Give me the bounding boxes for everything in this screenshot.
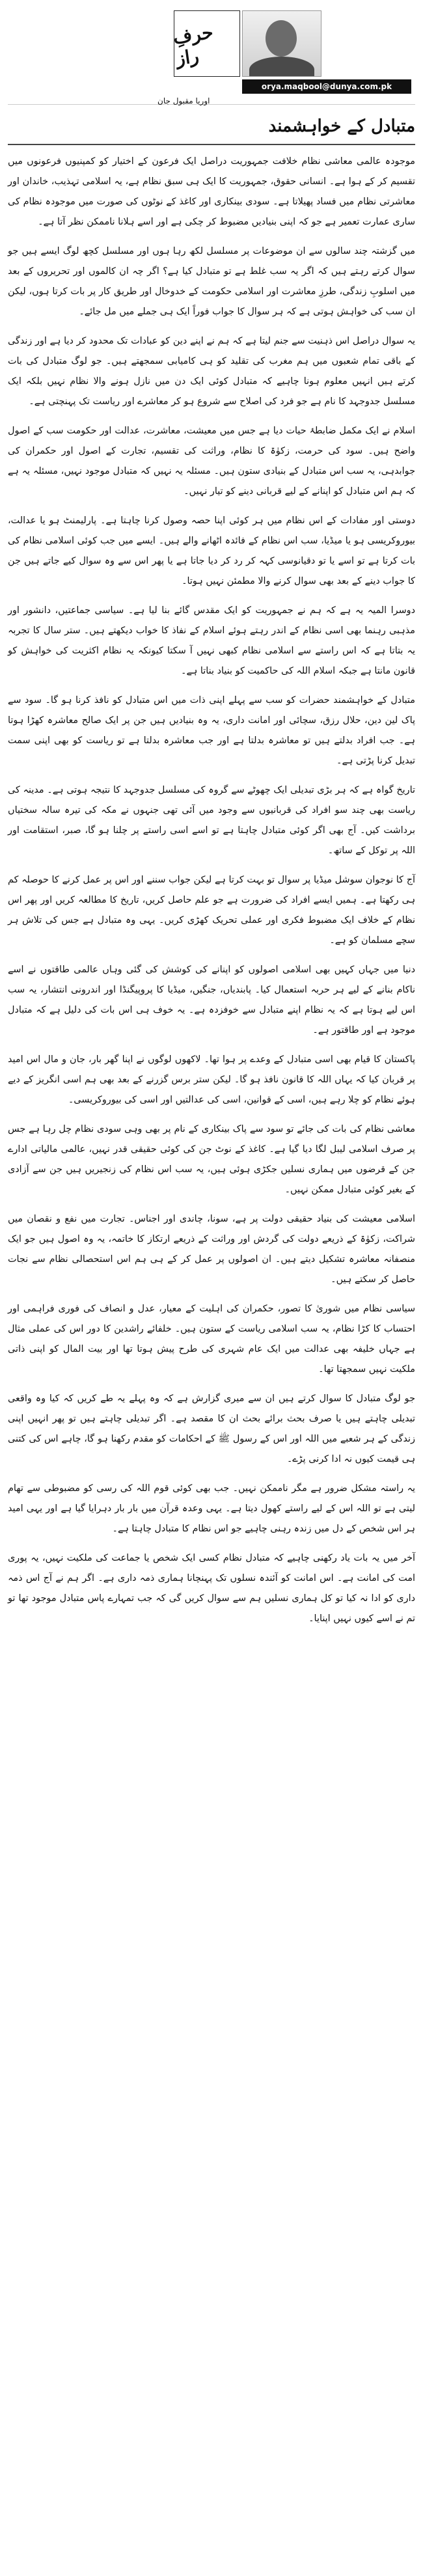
author-email: orya.maqbool@dunya.com.pk — [242, 79, 411, 94]
article-paragraph: اسلام نے ایک مکمل ضابطۂ حیات دیا ہے جس میں معیشت، معاشرت، عدالت اور حکومت سب کے اصول واضح ہیں۔ سود کی حرمت، زکوٰۃ کا نظام، وراثت کی تقسیم، تجارت کے اصول اور حکمران کی جوابدہی، یہ سب اس متبادل کے بنیادی ستون ہیں۔ مسئلہ یہ نہیں کہ متبادل موجود نہیں، مسئلہ یہ ہے کہ ہم اس متبادل کو اپنانے کے لیے قربانی دینے کو تیار نہیں۔ — [8, 426, 415, 497]
author-photo-head — [266, 20, 297, 57]
article-paragraph: پاکستان کا قیام بھی اسی متبادل کے وعدے پر ہوا تھا۔ لاکھوں لوگوں نے اپنا گھر بار، جان و مال اس امید پر قربان کیا کہ یہاں اللہ کا قانون نافذ ہو گا۔ لیکن ستر برس گزرنے کے بعد بھی ہم اسی انگریز کے دیے ہوئے نظام کو چلا رہے ہیں، اسی کے قوانین، اسی کی عدالتیں اور اسی کی بیوروکریسی۔ — [8, 1054, 415, 1105]
article-paragraph: آج کا نوجوان سوشل میڈیا پر سوال تو بہت کرتا ہے لیکن جواب سننے اور اس پر عمل کرنے کا حوصلہ کم ہی رکھتا ہے۔ ہمیں ایسے افراد کی ضرورت ہے جو علم حاصل کریں، تاریخ کا مطالعہ کریں اور پھر اس نظام کے خلاف ایک مضبوط فکری اور عملی تحریک کھڑی کریں۔ یہی وہ متبادل ہے جس کی تلاش ہر سچے مسلمان کو ہے۔ — [8, 875, 415, 946]
article-paragraph: معاشی نظام کی بات کی جائے تو سود سے پاک بینکاری کے نام پر بھی وہی سودی نظام چل رہا ہے جس پر صرف اسلامی لیبل لگا دیا گیا ہے۔ کاغذ کے نوٹ جن کی کوئی حقیقی قدر نہیں، عالمی مالیاتی ادارے جن کے قرضوں میں ہماری نسلیں جکڑی ہوئی ہیں، یہ سب اس نظام کی زنجیریں ہیں جن سے آزادی کے بغیر کوئی متبادل ممکن نہیں۔ — [8, 1124, 415, 1195]
article-paragraph: میں گزشتہ چند سالوں سے ان موضوعات پر مسلسل لکھ رہا ہوں اور مسلسل کچھ لوگ ایسے ہیں جو سوال کرتے رہتے ہیں کہ اگر یہ سب غلط ہے تو متبادل کیا ہے؟ اگر چہ ان کالموں اور تحریروں کے بعد میں اسلوبِ زندگی، طرزِ معاشرت اور اسلامی حکومت کے خدوخال اور طریق کار پر بات کرتا ہوں، لیکن ان سب کی خواہش ہوتی ہے کہ ہر سوال کا جواب فوراً ایک ہی جملے میں مل جائے۔ — [8, 246, 415, 317]
article-paragraph: یہ سوال دراصل اس ذہنیت سے جنم لیتا ہے کہ ہم نے اپنے دین کو عبادات تک محدود کر دیا ہے اور زندگی کے باقی تمام شعبوں میں ہم مغرب کی تقلید کو ہی کامیابی سمجھتے ہیں۔ جو لوگ متبادل کی بات کرتے ہیں انہیں معلوم ہونا چاہیے کہ متبادل کوئی ایک دن میں نازل ہونے والا نظام نہیں بلکہ ایک مسلسل جدوجہد کا نام ہے جو فرد کی اصلاح سے شروع ہو کر معاشرے اور ریاست تک پہنچتی ہے۔ — [8, 336, 415, 407]
article-paragraph: یہ راستہ مشکل ضرور ہے مگر ناممکن نہیں۔ جب بھی کوئی قوم اللہ کی رسی کو مضبوطی سے تھام لیتی ہے تو اللہ اس کے لیے راستے کھول دیتا ہے۔ یہی وعدہ قرآن میں بار بار دہرایا گیا ہے اور یہی امید ہر اس شخص کے دل میں زندہ رہنی چاہیے جو اس نظام کا متبادل چاہتا ہے۔ — [8, 1483, 415, 1534]
article-paragraph: دوستی اور مفادات کے اس نظام میں ہر کوئی اپنا حصہ وصول کرنا چاہتا ہے۔ پارلیمنٹ ہو یا عدالت، بیوروکریسی ہو یا میڈیا، سب اس نظام کے فائدہ اٹھانے والے ہیں۔ ایسے میں جب کوئی اسلامی نظام کی بات کرتا ہے تو اسے یا تو دقیانوسی کہہ کر رد کر دیا جاتا ہے یا پھر اس سے وہ سوال کیے جاتے ہیں جن کا جواب دینے کے بعد بھی سوال کرنے والا مطمئن نہیں ہوتا۔ — [8, 515, 415, 586]
article-paragraph: دوسرا المیہ یہ ہے کہ ہم نے جمہوریت کو ایک مقدس گائے بنا لیا ہے۔ سیاسی جماعتیں، دانشور اور مذہبی رہنما بھی اسی نظام کے اندر رہتے ہوئے اسلام کے نفاذ کا خواب دیکھتے ہیں۔ ستر سال کا تجربہ یہ بتاتا ہے کہ اس راستے سے اسلامی نظام کبھی نہیں آ سکتا کیونکہ یہ نظام اکثریت کی خواہش کو قانون مانتا ہے جبکہ اسلام اللہ کی حاکمیت کو بنیاد بناتا ہے۔ — [8, 605, 415, 676]
article-paragraph: اسلامی معیشت کی بنیاد حقیقی دولت پر ہے، سونا، چاندی اور اجناس۔ تجارت میں نفع و نقصان میں شراکت، زکوٰۃ کے ذریعے دولت کی گردش اور وراثت کے ذریعے ارتکاز کا خاتمہ، یہ وہ اصول ہیں جو ایک منصفانہ معاشرہ تشکیل دیتے ہیں۔ ان اصولوں پر عمل کر کے ہی ہم اس استحصالی نظام سے نجات حاصل کر سکتے ہیں۔ — [8, 1214, 415, 1285]
column-logo — [171, 10, 240, 77]
author-byline: اوریا مقبول جان — [157, 96, 210, 105]
article-paragraph: تاریخ گواہ ہے کہ ہر بڑی تبدیلی ایک چھوٹے سے گروہ کی مسلسل جدوجہد کا نتیجہ ہوتی ہے۔ مدینہ کی ریاست بھی چند سو افراد کی قربانیوں سے وجود میں آئی تھی جنہوں نے مکہ کی تیرہ سالہ سختیاں برداشت کیں۔ آج بھی اگر کوئی متبادل چاہتا ہے تو اسے اسی راستے پر چلنا ہو گا، صبر، استقامت اور اللہ پر توکل کے ساتھ۔ — [8, 785, 415, 856]
article-paragraph: دنیا میں جہاں کہیں بھی اسلامی اصولوں کو اپنانے کی کوشش کی گئی وہاں عالمی طاقتوں نے اسے ناکام بنانے کے لیے ہر حربہ استعمال کیا۔ پابندیاں، جنگیں، میڈیا کا پروپیگنڈا اور اندرونی انتشار، یہ سب اس لیے ہوتا ہے کہ یہ نظام اپنے متبادل سے خوفزدہ ہے۔ یہ خوف ہی اس بات کی دلیل ہے کہ متبادل موجود ہے اور طاقتور ہے۔ — [8, 965, 415, 1035]
article-title: متبادل کے خواہشمند — [268, 116, 415, 136]
logo-text: حرفِ راز — [171, 21, 215, 70]
author-photo — [242, 10, 321, 77]
article-paragraph: متبادل کے خواہشمند حضرات کو سب سے پہلے اپنی ذات میں اس متبادل کو نافذ کرنا ہو گا۔ سود سے پاک لین دین، حلال رزق، سچائی اور امانت داری، یہ وہ بنیادیں ہیں جن پر ایک صالح معاشرہ کھڑا ہوتا ہے۔ جب افراد بدلتے ہیں تو معاشرہ بدلتا ہے اور جب معاشرہ بدلتا ہے تو ریاست کو بھی اپنی سمت تبدیل کرنا پڑتی ہے۔ — [8, 695, 415, 766]
article-paragraph: جو لوگ متبادل کا سوال کرتے ہیں ان سے میری گزارش ہے کہ وہ پہلے یہ طے کریں کہ کیا وہ واقعی تبدیلی چاہتے ہیں یا صرف بحث برائے بحث ان کا مقصد ہے۔ اگر تبدیلی چاہتے ہیں تو پھر انہیں اپنی زندگی کے ہر شعبے میں اللہ اور اس کے رسول ﷺ کے احکامات کو مقدم رکھنا ہو گا، چاہے اس کی کتنی ہی قیمت کیوں نہ ادا کرنی پڑے۔ — [8, 1393, 415, 1464]
article-paragraph: آخر میں یہ بات یاد رکھنی چاہیے کہ متبادل نظام کسی ایک شخص یا جماعت کی ملکیت نہیں، یہ پوری امت کی امانت ہے۔ اس امانت کو آئندہ نسلوں تک پہنچانا ہماری ذمہ داری ہے۔ اگر ہم نے آج اس ذمہ داری کو ادا نہ کیا تو کل ہماری نسلیں ہم سے سوال کریں گی کہ جب تمہارے پاس متبادل موجود تھا تو تم نے اسے کیوں نہیں اپنایا۔ — [8, 1553, 415, 1624]
article-paragraph: موجودہ عالمی معاشی نظام خلافت جمہوریت دراصل ایک فرعون کے اختیار کو کمپنیوں فرعونوں میں تقسیم کر کے ہوا ہے۔ انسانی حقوق، جمہوریت کا ایک ہی سبق نظام ہے، یہ اسلامی تہذیب، خاندان اور معاشرتی نظام میں فساد پھیلاتا ہے۔ سودی بینکاری اور کاغذ کے نوٹوں کی صورت میں موجودہ نظام کی ساری عمارت تعمیر ہے جو کہ اپنی بنیادیں مضبوط کر چکی ہے اور اسے ہلانا ناممکن نظر آتا ہے۔ — [8, 156, 415, 227]
column-header — [8, 7, 415, 105]
author-photo-body — [249, 57, 314, 77]
article-paragraph: سیاسی نظام میں شوریٰ کا تصور، حکمران کی اہلیت کے معیار، عدل و انصاف کی فوری فراہمی اور احتساب کا کڑا نظام، یہ سب اسلامی ریاست کے ستون ہیں۔ خلفائے راشدین کا دور اس کی عملی مثال ہے جہاں خلیفہ بھی عدالت میں ایک عام شہری کی طرح پیش ہوتا تھا اور بیت المال کو اپنی ذاتی ملکیت نہیں سمجھتا تھا۔ — [8, 1304, 415, 1375]
article-body — [8, 152, 415, 1629]
title-divider — [8, 144, 415, 145]
